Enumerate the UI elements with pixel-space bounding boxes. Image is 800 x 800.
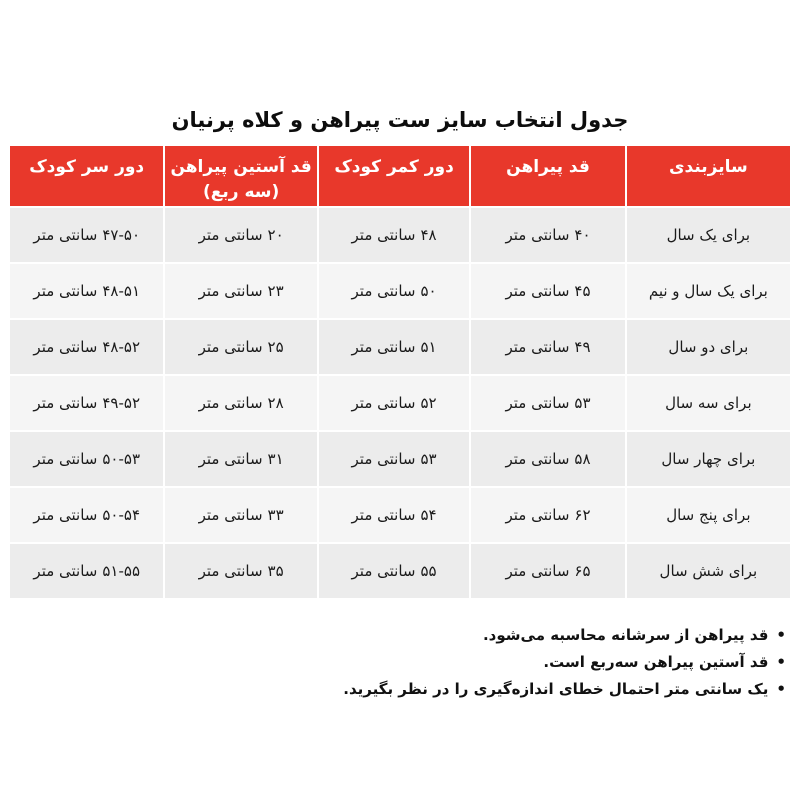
note-text: قد پیراهن از سرشانه محاسبه می‌شود. (482, 626, 769, 644)
shirt-length-cell (471, 376, 624, 430)
size-label: برای یک سال (666, 226, 751, 244)
size-label: برای شش سال (659, 562, 758, 580)
value: ۵۴ (420, 506, 437, 524)
size-label-cell (627, 264, 790, 318)
sleeve-cell (165, 488, 316, 542)
size-label: برای یک سال و نیم (648, 282, 768, 300)
header-label: دور کمر کودک (334, 157, 454, 177)
size-label: برای دو سال (668, 338, 749, 356)
header-label-line2: (سه ربع) (202, 182, 280, 202)
value: ۵۰ (420, 282, 437, 300)
value: ۳۳ (267, 506, 284, 524)
header-cell-shirt-length (471, 146, 624, 206)
head-circumference-cell (10, 488, 163, 542)
unit-label: سانتی متر (33, 450, 98, 468)
value: ۲۳ (267, 282, 284, 300)
value: ۵۱-۵۵ (102, 562, 141, 580)
sleeve-cell (165, 376, 316, 430)
unit-label: سانتی متر (33, 394, 98, 412)
waist-cell (319, 208, 469, 262)
value: ۳۵ (267, 562, 284, 580)
header-cell-sizing (627, 146, 790, 206)
unit-label: سانتی متر (198, 562, 263, 580)
value: ۴۹-۵۲ (102, 394, 141, 412)
table-row (10, 544, 790, 598)
value: ۴۵ (574, 282, 591, 300)
head-circumference-cell (10, 432, 163, 486)
value: ۶۲ (574, 506, 591, 524)
bullet-icon: • (776, 626, 786, 644)
size-label-cell (627, 376, 790, 430)
sleeve-cell (165, 320, 316, 374)
unit-label: سانتی متر (351, 394, 416, 412)
value: ۵۲ (420, 394, 437, 412)
header-label: دور سر کودک (29, 157, 145, 177)
unit-label: سانتی متر (198, 226, 263, 244)
value: ۴۹ (574, 338, 591, 356)
sleeve-cell (165, 264, 316, 318)
size-label-cell (627, 320, 790, 374)
value: ۴۸-۵۲ (102, 338, 141, 356)
unit-label: سانتی متر (33, 338, 98, 356)
value: ۵۱ (420, 338, 437, 356)
unit-label: سانتی متر (198, 282, 263, 300)
unit-label: سانتی متر (198, 394, 263, 412)
shirt-length-cell (471, 488, 624, 542)
value: ۴۷-۵۰ (102, 226, 141, 244)
shirt-length-cell (471, 544, 624, 598)
unit-label: سانتی متر (505, 282, 570, 300)
size-label-cell (627, 208, 790, 262)
shirt-length-cell (471, 264, 624, 318)
value: ۵۳ (574, 394, 591, 412)
bullet-icon: • (776, 653, 786, 671)
value: ۵۰-۵۳ (102, 450, 141, 468)
unit-label: سانتی متر (33, 226, 98, 244)
note-item (14, 676, 786, 703)
value: ۳۱ (267, 450, 284, 468)
size-table (10, 146, 790, 598)
table-row (10, 488, 790, 542)
value: ۵۸ (574, 450, 591, 468)
table-row (10, 376, 790, 430)
value: ۲۰ (267, 226, 284, 244)
waist-cell (319, 544, 469, 598)
value: ۲۵ (267, 338, 284, 356)
unit-label: سانتی متر (505, 506, 570, 524)
unit-label: سانتی متر (351, 506, 416, 524)
unit-label: سانتی متر (351, 562, 416, 580)
table-row (10, 208, 790, 262)
waist-cell (319, 376, 469, 430)
page-title: جدول انتخاب سایز ست پیراهن و کلاه پرنیان (171, 108, 629, 132)
head-circumference-cell (10, 264, 163, 318)
unit-label: سانتی متر (198, 338, 263, 356)
size-label-cell (627, 544, 790, 598)
header-label: قد پیراهن (506, 157, 590, 177)
waist-cell (319, 320, 469, 374)
shirt-length-cell (471, 432, 624, 486)
table-row (10, 432, 790, 486)
sleeve-cell (165, 208, 316, 262)
size-label: برای سه سال (665, 394, 752, 412)
unit-label: سانتی متر (351, 338, 416, 356)
header-cell-head-circumference (10, 146, 163, 206)
value: ۶۵ (574, 562, 591, 580)
header-cell-sleeve-length (165, 146, 316, 206)
unit-label: سانتی متر (33, 562, 98, 580)
unit-label: سانتی متر (505, 450, 570, 468)
shirt-length-cell (471, 320, 624, 374)
unit-label: سانتی متر (505, 338, 570, 356)
value: ۵۰-۵۴ (102, 506, 141, 524)
waist-cell (319, 488, 469, 542)
note-text: قد آستین پیراهن سه‌ربع است. (543, 653, 769, 671)
unit-label: سانتی متر (198, 450, 263, 468)
unit-label: سانتی متر (198, 506, 263, 524)
unit-label: سانتی متر (33, 282, 98, 300)
size-label-cell (627, 432, 790, 486)
value: ۵۳ (420, 450, 437, 468)
bullet-icon: • (776, 680, 786, 698)
unit-label: سانتی متر (505, 226, 570, 244)
header-label: سایزبندی (668, 157, 748, 177)
value: ۴۸-۵۱ (102, 282, 141, 300)
header-cell-waist (319, 146, 469, 206)
header-row (10, 146, 790, 206)
head-circumference-cell (10, 544, 163, 598)
unit-label: سانتی متر (505, 562, 570, 580)
note-item (14, 622, 786, 649)
unit-label: سانتی متر (505, 394, 570, 412)
size-label-cell (627, 488, 790, 542)
waist-cell (319, 432, 469, 486)
value: ۴۸ (420, 226, 437, 244)
size-label: برای چهار سال (661, 450, 756, 468)
header-label-line1: قد آستین پیراهن (170, 157, 312, 177)
waist-cell (319, 264, 469, 318)
table-row (10, 264, 790, 318)
table-row (10, 320, 790, 374)
shirt-length-cell (471, 208, 624, 262)
notes-list (14, 622, 786, 703)
unit-label: سانتی متر (351, 282, 416, 300)
sleeve-cell (165, 544, 316, 598)
note-item (14, 649, 786, 676)
unit-label: سانتی متر (351, 226, 416, 244)
note-text: یک سانتی متر احتمال خطای اندازه‌گیری را در نظر بگیرید. (343, 680, 769, 698)
sleeve-cell (165, 432, 316, 486)
head-circumference-cell (10, 208, 163, 262)
head-circumference-cell (10, 320, 163, 374)
size-label: برای پنج سال (666, 506, 751, 524)
value: ۵۵ (420, 562, 437, 580)
unit-label: سانتی متر (33, 506, 98, 524)
value: ۲۸ (267, 394, 284, 412)
unit-label: سانتی متر (351, 450, 416, 468)
value: ۴۰ (574, 226, 591, 244)
head-circumference-cell (10, 376, 163, 430)
